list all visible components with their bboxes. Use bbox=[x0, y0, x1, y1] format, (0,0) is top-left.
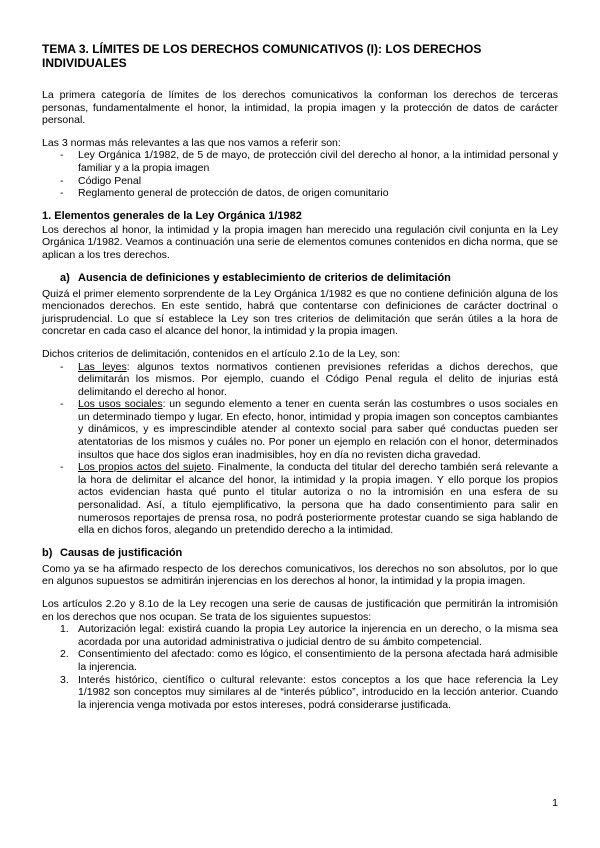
criteria-intro: Dichos criterios de delimitación, contenidos en el artículo 2.1o de la Ley, son: bbox=[42, 347, 401, 360]
subsection-b-heading bbox=[42, 547, 558, 560]
cause-text: Consentimiento del afectado: como es lógico, el consentimiento de la persona afectada hará admisible la injerencia. bbox=[78, 648, 558, 673]
criteria-item bbox=[78, 461, 558, 537]
criteria-text: : un segundo elemento a tener en cuenta serán las costumbres o usos sociales en un determinado tiempo y lugar. En efecto, honor, intimidad y propia imagen son conceptos cambiantes y dinámicos, y es imprescindible atender al contexto social para saber qué conductas pueden ser atentatorias de los mismos y cuáles no. Por poner un ejemplo en relación con el honor, determinados insultos que hace dos siglos eran inadmisibles, hoy en día no revisten dicha gravedad. bbox=[78, 398, 558, 461]
norms-intro: Las 3 normas más relevantes a las que nos vamos a referir son: bbox=[42, 136, 341, 149]
cause-text: Autorización legal: existirá cuando la propia Ley autorice la injerencia en un derecho, o la misma sea acordada por una autoridad administrativa o judicial dentro de su ámbito competencial. bbox=[78, 623, 558, 648]
norms-list bbox=[42, 149, 558, 199]
criteria-item bbox=[78, 361, 558, 399]
subsection-b-marker: b) bbox=[42, 546, 53, 559]
criteria-label: Las leyes bbox=[78, 360, 127, 373]
criteria-item bbox=[78, 398, 558, 461]
criteria-label: Los propios actos del sujeto bbox=[78, 461, 212, 474]
causes-intro: Los artículos 2.2o y 8.1o de la Ley recogen una serie de causas de justificación que permitirán la intromisión en los derechos que nos ocupan. Se trata de los siguientes supuestos: bbox=[42, 598, 558, 623]
cause-item bbox=[60, 673, 558, 712]
subsection-b-body: Como ya se ha afirmado respecto de los derechos comunicativos, los derechos no son absolutos, por lo que en algunos supuestos se admitirán injerencias en los derechos al honor, la intimidad y la propia imagen. bbox=[42, 562, 558, 588]
cause-number: 3. bbox=[60, 673, 69, 686]
subsection-a-title: Ausencia de definiciones y establecimiento de criterios de delimitación bbox=[78, 271, 451, 284]
criteria-label: Los usos sociales bbox=[78, 398, 163, 411]
cause-item bbox=[60, 648, 558, 673]
subsection-b-title: Causas de justificación bbox=[60, 546, 183, 559]
criteria-list bbox=[42, 361, 558, 537]
section-1-body: Los derechos al honor, la intimidad y la propia imagen han merecido una regulación civil conjunta en la Ley Orgánica 1/1982. Veamos a continuación una serie de elementos comunes contenidos en dicha norma, que se aplican a los tres derechos. bbox=[42, 223, 558, 261]
subsection-a-marker: a) bbox=[60, 271, 70, 284]
norm-item: - Ley Orgánica 1/1982, de 5 de mayo, de protección civil del derecho al honor, a la intimidad personal y familiar y a la propia imagen bbox=[78, 149, 558, 174]
section-1-heading: 1. Elementos generales de la Ley Orgánica 1/1982 bbox=[42, 209, 302, 222]
cause-text: Interés histórico, científico o cultural relevante: estos conceptos a los que hace referencia la Ley 1/1982 son conceptos muy similares al de “interés público”, introducido en la lección anterior. Cuando la injerencia venga motivada por estos intereses, podrá considerarse justificada. bbox=[78, 673, 558, 711]
causes-list bbox=[42, 623, 558, 711]
cause-number: 2. bbox=[60, 648, 69, 661]
subsection-a-body: Quizá el primer elemento sorprendente de la Ley Orgánica 1/1982 es que no contiene definición alguna de los mencionados derechos. En este sentido, habrá que contentarse con definiciones de carácter doctrinal o jurisprudencial. Lo que sí establece la Ley son tres criterios de delimitación que serán útiles a la hora de concretar en cada caso el alcance del honor, la intimidad y la propia imagen. bbox=[42, 287, 558, 338]
cause-number: 1. bbox=[60, 623, 69, 636]
intro-paragraph: La primera categoría de límites de los derechos comunicativos la conforman los derechos de terceras personas, fundamentalmente el honor, la intimidad, la propia imagen y la protección de datos de carácter personal. bbox=[42, 89, 558, 127]
subsection-a-heading bbox=[42, 272, 558, 285]
page-number: 1 bbox=[552, 797, 558, 809]
criteria-text: : algunos textos normativos contienen previsiones referidas a dichos derechos, que delimitarán los mismos. Por ejemplo, cuando el Código Penal regula el delito de injurias está delimitando el derecho al honor. bbox=[78, 360, 558, 398]
document-title: TEMA 3. LÍMITES DE LOS DERECHOS COMUNICATIVOS (I): LOS DERECHOS INDIVIDUALES bbox=[42, 42, 482, 70]
cause-item bbox=[60, 623, 558, 648]
norm-item: - Código Penal bbox=[78, 175, 558, 188]
criteria-text: . Finalmente, la conducta del titular del derecho también será relevante a la hora de delimitar el alcance del honor, la intimidad y la propia imagen. Y ello porque los propios actos evidencian hasta qué punto el titular autoriza o no la intromisión en una esfera de su personalidad. Así, a título ejemplificativo, la persona que ha dado consentimiento para salir en numerosos reportajes de prensa rosa, no podrá posteriormente protestar cuando se siga hablando de ella en dichos foros, alegando un pretendido derecho a la intimidad. bbox=[78, 461, 558, 537]
norm-item: - Reglamento general de protección de datos, de origen comunitario bbox=[78, 187, 558, 200]
